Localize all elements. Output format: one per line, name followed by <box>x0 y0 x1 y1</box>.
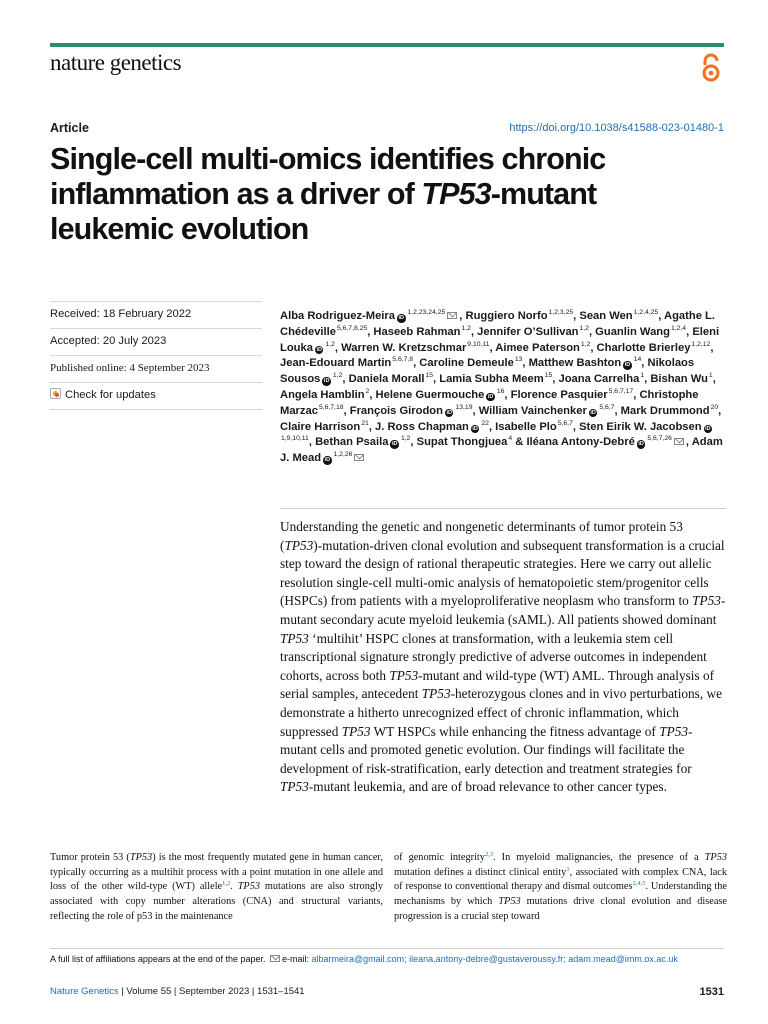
gene-name: TP53 <box>129 852 153 863</box>
text-run: )-mutation-driven clonal evolution and subsequent transformation is a crucial step toward the design of rational therapeutic strategies. Here we carry out allelic resolution single-cell multi-omic analysis of hematopoietic stem/progenitor cells (HSPCs) from patients with a myeloproliferative neoplasm who transform to <box>280 537 725 609</box>
author-name: Guanlin Wang <box>595 325 670 338</box>
author-name: Alba Rodriguez-Meira <box>280 310 395 322</box>
doi-link[interactable]: https://doi.org/10.1038/s41588-023-01480-1 <box>509 122 724 134</box>
author-affiliation: 1,2 <box>332 372 343 380</box>
text-run: ‘multihit’ HSPC clones at transformation, with a leukemia stem cell transcriptional signature strongly predictive of adverse outcomes in independent cohorts, across both <box>280 630 707 683</box>
abstract-divider <box>280 508 726 509</box>
text-run: -mutant and wild-type (WT) AML. Through analysis of serial samples, antecedent <box>280 667 715 702</box>
author-affiliation: 1 <box>640 372 645 380</box>
orcid-icon[interactable]: iD <box>324 457 331 464</box>
author-name: Sean Wen <box>579 310 633 322</box>
author-name: Iléana Antony-Debré <box>526 436 635 449</box>
published-date: Published online: 4 September 2023 <box>50 355 262 382</box>
intro-column-2 <box>394 851 727 925</box>
gene-name: TP53 <box>704 852 727 863</box>
author-affiliation: 9,10,11 <box>467 340 490 348</box>
email-links[interactable]: albarmeira@gmail.com; ileana.antony-debre@gustaveroussy.fr; adam.mead@imm.ox.ac.uk <box>311 954 678 964</box>
received-date: Received: 18 February 2022 <box>50 301 262 328</box>
author-affiliation: 1,2 <box>400 435 411 443</box>
text-run: -heterozygous clones and in vivo perturbations, we demonstrate a hitherto unrecognized effect of chronic inflammation, which suppressed <box>280 686 723 739</box>
intro-column-1 <box>50 851 383 925</box>
author-name: Bishan Wu <box>650 373 708 386</box>
author-name: Warren W. Kretzschmar <box>341 341 467 354</box>
orcid-icon[interactable]: iD <box>624 362 631 369</box>
author-affiliation: 1,2 <box>461 324 471 332</box>
author-affiliation: 1,2,4 <box>670 324 687 332</box>
gene-name: TP53 <box>280 630 309 646</box>
text-run: . In myeloid malignancies, the presence of a <box>493 852 705 863</box>
email-icon <box>270 955 280 962</box>
author-affiliation: 5,6,7,17 <box>608 387 634 395</box>
reference-citation[interactable]: 1,2 <box>222 880 231 888</box>
gene-name: TP53 <box>692 593 721 609</box>
author-name: Ruggiero Norfo <box>465 310 548 322</box>
gene-name: TP53 <box>237 881 261 893</box>
article-title: Single-cell multi-omics identifies chronic inflammation as a driver of TP53-mutant leukemic evolution <box>50 142 606 246</box>
gene-name: TP53 <box>498 896 521 908</box>
author-affiliation: 1,2 <box>579 324 589 332</box>
author-name: Bethan Psaila <box>315 436 389 449</box>
orcid-icon[interactable]: iD <box>398 315 404 321</box>
page-footer: Nature Genetics | Volume 55 | September 2023 | 1531–1541 <box>50 986 305 997</box>
author-affiliation: 1 <box>708 372 713 380</box>
author-affiliation: 1,2,26 <box>333 451 353 459</box>
orcid-icon[interactable]: iD <box>590 409 596 416</box>
email-icon[interactable] <box>674 438 684 445</box>
orcid-icon[interactable]: iD <box>316 346 322 353</box>
author-affiliation: 15 <box>544 372 553 380</box>
text-run: -mutant leukemia, and are of broad relevance to other cancer types. <box>308 779 667 795</box>
author-affiliation: 1,2,23,24,25 <box>407 309 446 316</box>
author-affiliation: 1,9,10,11 <box>281 435 309 443</box>
author-affiliation: 5,6,7,8,25 <box>336 324 368 332</box>
author-name: Supat Thongjuea <box>416 436 508 449</box>
text-run: WT HSPCs while enhancing the fitness advantage of <box>370 723 660 739</box>
author-name: Caroline Demeule <box>419 357 514 370</box>
text-run: , associated with complex CNA, lack of response to conventional therapy and dismal outcomes <box>394 866 727 893</box>
author-name: Claire Harrison <box>280 420 361 433</box>
footnote-divider <box>50 948 724 949</box>
reference-citation[interactable]: 2,3 <box>484 851 494 858</box>
author-affiliation: 20 <box>710 403 719 411</box>
author-affiliation: 13 <box>514 356 523 364</box>
abstract <box>280 518 726 797</box>
author-affiliation: 5,6,7 <box>557 419 573 427</box>
author-affiliation: 21 <box>361 419 369 427</box>
text-run: mutations are also strongly associated with copy number alterations (CNA) and structural variants, reflecting the role of p53 in the maintenance <box>50 881 383 922</box>
gene-name: TP53 <box>421 686 451 702</box>
author-affiliation: 1,2 <box>580 340 591 348</box>
author-affiliation: 1,2,4,25 <box>633 309 659 316</box>
author-affiliation: 5,6,7 <box>599 403 615 411</box>
author-name: Joana Carrelha <box>558 373 640 386</box>
reference-citation[interactable]: 2,4,5 <box>632 880 646 888</box>
reference-citation[interactable]: 1 <box>566 865 570 873</box>
author-affiliation: 4 <box>508 435 513 443</box>
author-affiliation: 5,6,7,26 <box>647 435 672 443</box>
orcid-icon[interactable]: iD <box>705 425 711 432</box>
check-for-updates[interactable]: Check for updates <box>50 382 262 410</box>
author-name: J. Ross Chapman <box>375 420 469 433</box>
article-type: Article <box>50 121 89 135</box>
author-name: Angela Hamblin <box>280 388 365 401</box>
text-run: . <box>230 881 238 893</box>
top-rule <box>50 43 724 47</box>
check-for-updates-icon <box>50 388 61 399</box>
author-affiliation: 2 <box>365 387 370 395</box>
author-name: Agathe L. Chédeville <box>280 310 715 338</box>
article-dates <box>50 301 262 410</box>
author-name: Nikolaos Sousos <box>280 357 695 386</box>
email-icon[interactable] <box>354 454 364 461</box>
author-affiliation: 5,6,7,8 <box>392 356 414 364</box>
author-name: Lamia Subha Meem <box>439 373 544 386</box>
author-name: Aimee Paterson <box>495 341 580 354</box>
gene-name: TP53 <box>659 723 689 739</box>
text-run: of genomic integrity <box>394 852 485 863</box>
author-name: Daniela Morall <box>348 373 425 386</box>
author-name: Isabelle Plo <box>495 420 557 433</box>
author-name: François Girodon <box>349 404 443 417</box>
author-name: Haseeb Rahman <box>373 325 461 338</box>
text-run: Tumor protein 53 ( <box>50 852 130 863</box>
author-affiliation: 14 <box>633 356 642 364</box>
text-run: Understanding the genetic and nongenetic determinants of tumor protein 53 ( <box>280 519 683 553</box>
author-affiliation: 13,19 <box>455 403 473 411</box>
author-affiliation: 15 <box>425 372 434 380</box>
journal-name: nature genetics <box>50 50 182 75</box>
author-name: Eleni Louka <box>280 325 720 354</box>
author-affiliation: 16 <box>496 387 505 395</box>
author-affiliation: 1,2,12 <box>691 340 711 348</box>
author-name: Jean-Edouard Martin <box>280 357 392 370</box>
author-name: Adam J. Mead <box>280 436 723 465</box>
gene-name: TP53 <box>389 667 419 683</box>
author-affiliation: 1,2,3,25 <box>548 309 574 316</box>
author-affiliation: 22 <box>481 419 489 427</box>
text-run: mutations drive clonal evolution and disease progression is a crucial step toward <box>394 896 727 922</box>
orcid-icon[interactable]: iD <box>472 425 478 432</box>
author-name: Jennifer O’Sullivan <box>477 325 579 338</box>
author-name: Charlotte Brierley <box>596 341 691 354</box>
open-access-icon <box>700 53 722 83</box>
affiliations-footnote: A full list of affiliations appears at the end of the paper. e-mail: albarmeira@gmail.com; ileana.antony-debre@gustaveroussy.fr; adam.mead@imm.ox.ac.uk <box>50 954 678 964</box>
text-run: . Understanding the mechanisms by which <box>394 881 728 908</box>
author-name: William Vainchenker <box>478 404 587 417</box>
author-name: Mark Drummond <box>620 404 710 417</box>
gene-name: TP53 <box>280 779 309 795</box>
page-number: 1531 <box>699 986 724 998</box>
author-name: Matthew Bashton <box>528 357 622 370</box>
orcid-icon[interactable]: iD <box>487 393 494 400</box>
text-run: ) is the most frequently mutated gene in human cancer, typically occurring as a multihit process with a point mutation in one allele and loss of the other wild-type (WT) allele <box>50 852 384 893</box>
author-name: Sten Eirik W. Jacobsen <box>579 420 702 433</box>
gene-name: TP53 <box>284 537 314 553</box>
text-run: -mutant cells and promoted genetic evolution. Our findings will facilitate the development of risk-stratification, early detection and treatment strategies for <box>280 723 693 776</box>
accepted-date: Accepted: 20 July 2023 <box>50 328 262 355</box>
text-run: -mutant secondary acute myeloid leukemia (sAML). All patients showed dominant <box>280 593 726 627</box>
author-list: Alba Rodriguez-Meira iD$^{1,2,23,24,25}$ , Ruggiero Norfo$^{1,2,3,25}$, Sean Wen$^{1,2,4,25}$, Agathe L. Chédeville$^{5,6,7,8,25}$, Haseeb Rahman$^{1,2}$, Jennifer O’Sullivan$^{1,2}$, Guanlin Wang$^{1,2,4}$, Eleni Louka iD$^{1,2}$, Warren W. Kretzschmar$^{9,10,11}$, Aimee Paterson$^{1,2}$, Charlotte Brierley$^{1,2,12}$, Jean-Edouard Martin$^{5,6,7,8}$, Caroline Demeule$^{13}$, Matthew Bashton $iD^{14}$, Nikolaos Sousos iD$^{1,2}$, Daniela Morall$^{15}$, Lamia Subha Meem$^{15}$, Joana Carrelha$^1$, Bishan Wu$^1$, Angela Hamblin$^2$, Helene Guermouche $iD^{16}$, Florence Pasquier$^{5,6,7,17}$, Christophe Marzac$^{5,6,7,18}$, François Girodon iD$^{13,19}$, William Vainchenker iD$^{5,6,7}$, Mark Drummond$^{20}$, Claire Harrison$^{21}$, J. Ross Chapman $iD^{22}$, Isabelle Plo$^{5,6,7}$, Sten Eirik W. Jacobsen iD$^{1,9,10,11}$, Bethan Psaila iD$^{1,2}$, Supat Thongjuea$^4$ & Iléana Antony-Debré iD$^{5,6,7,26}$ , Adam J. Mead iD$^{1,2,26}$ <box>280 309 723 465</box>
author-name: Florence Pasquier <box>510 388 608 401</box>
orcid-icon[interactable]: iD <box>446 409 452 416</box>
orcid-icon[interactable]: iD <box>391 441 398 448</box>
footer-journal[interactable]: Nature Genetics <box>50 986 119 997</box>
author-name: Helene Guermouche <box>375 388 485 401</box>
orcid-icon[interactable]: iD <box>638 441 644 448</box>
email-icon[interactable] <box>447 312 457 319</box>
text-run: mutation defines a distinct clinical entity <box>394 866 567 878</box>
author-affiliation: 5,6,7,18 <box>318 403 344 411</box>
orcid-icon[interactable]: iD <box>323 378 330 385</box>
author-affiliation: 1,2 <box>325 340 335 348</box>
gene-name: TP53 <box>341 723 371 739</box>
author-name: Christophe Marzac <box>280 388 699 417</box>
